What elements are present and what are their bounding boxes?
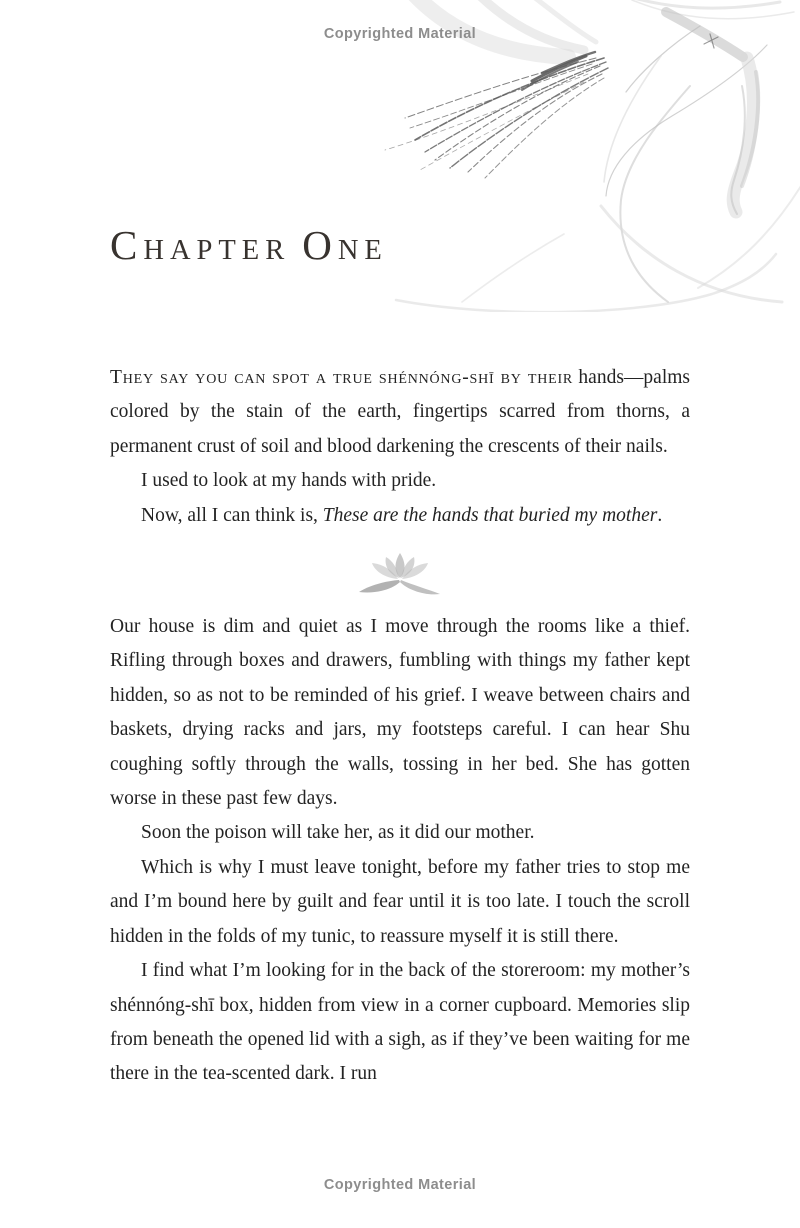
paragraph: I used to look at my hands with pride. [141, 470, 437, 492]
copyright-notice-top: Copyrighted Material [323, 26, 477, 42]
chapter-body [110, 361, 690, 1092]
brush-swirl-decoration-icon [380, 0, 800, 312]
chapter-word-rest: NE [337, 235, 388, 266]
paragraph-lead-smallcaps: They say you can spot a true shénnóng-shī by their [110, 367, 574, 388]
paragraph [110, 499, 690, 533]
paragraph-text: Now, all I can think is, [141, 504, 323, 526]
chapter-heading [110, 224, 388, 267]
paragraph-italic-text: These are the hands that buried my mother [322, 504, 658, 526]
paragraph-text: . [657, 504, 663, 526]
paragraph: Soon the poison will take her, as it did our mother. [141, 822, 535, 844]
chapter-word-initial: C [110, 222, 144, 268]
chapter-word-rest: HAPTER [143, 235, 291, 266]
paragraph: I find what I’m looking for in the back of the storeroom: my mother’s shénnóng-shī box, hidden from view in a corner cupboard. Memories slip from beneath the opened lid with a sigh, as if they’ve been waiting for me there in the tea-scented dark. I run [110, 960, 690, 1085]
paragraph [110, 361, 690, 464]
scene-break [110, 533, 690, 610]
feather-brush-stroke [385, 52, 608, 178]
paragraph: Our house is dim and quiet as I move through the rooms like a thief. Rifling through boxes and drawers, fumbling with things my father kept hidden, so as not to be reminded of his grief. I weave between chairs and baskets, drying racks and jars, my footsteps careful. I can hear Shu coughing softly through the walls, tossing in her bed. She has gotten worse in these past few days. [110, 616, 690, 810]
lotus-flower-icon [355, 547, 445, 597]
paragraph-text: hands—palms colored by the stain of the earth, fingertips scarred from thorns, a permanent crust of soil and blood darkening the crescents of their nails. [110, 367, 691, 457]
paragraph: Which is why I must leave tonight, before my father tries to stop me and I’m bound here by guilt and fear until it is too late. I touch the scroll hidden in the folds of my tunic, to reassure myself it is still there. [110, 856, 690, 947]
copyright-notice-bottom: Copyrighted Material [323, 1177, 477, 1193]
chapter-word-initial: O [302, 222, 338, 268]
